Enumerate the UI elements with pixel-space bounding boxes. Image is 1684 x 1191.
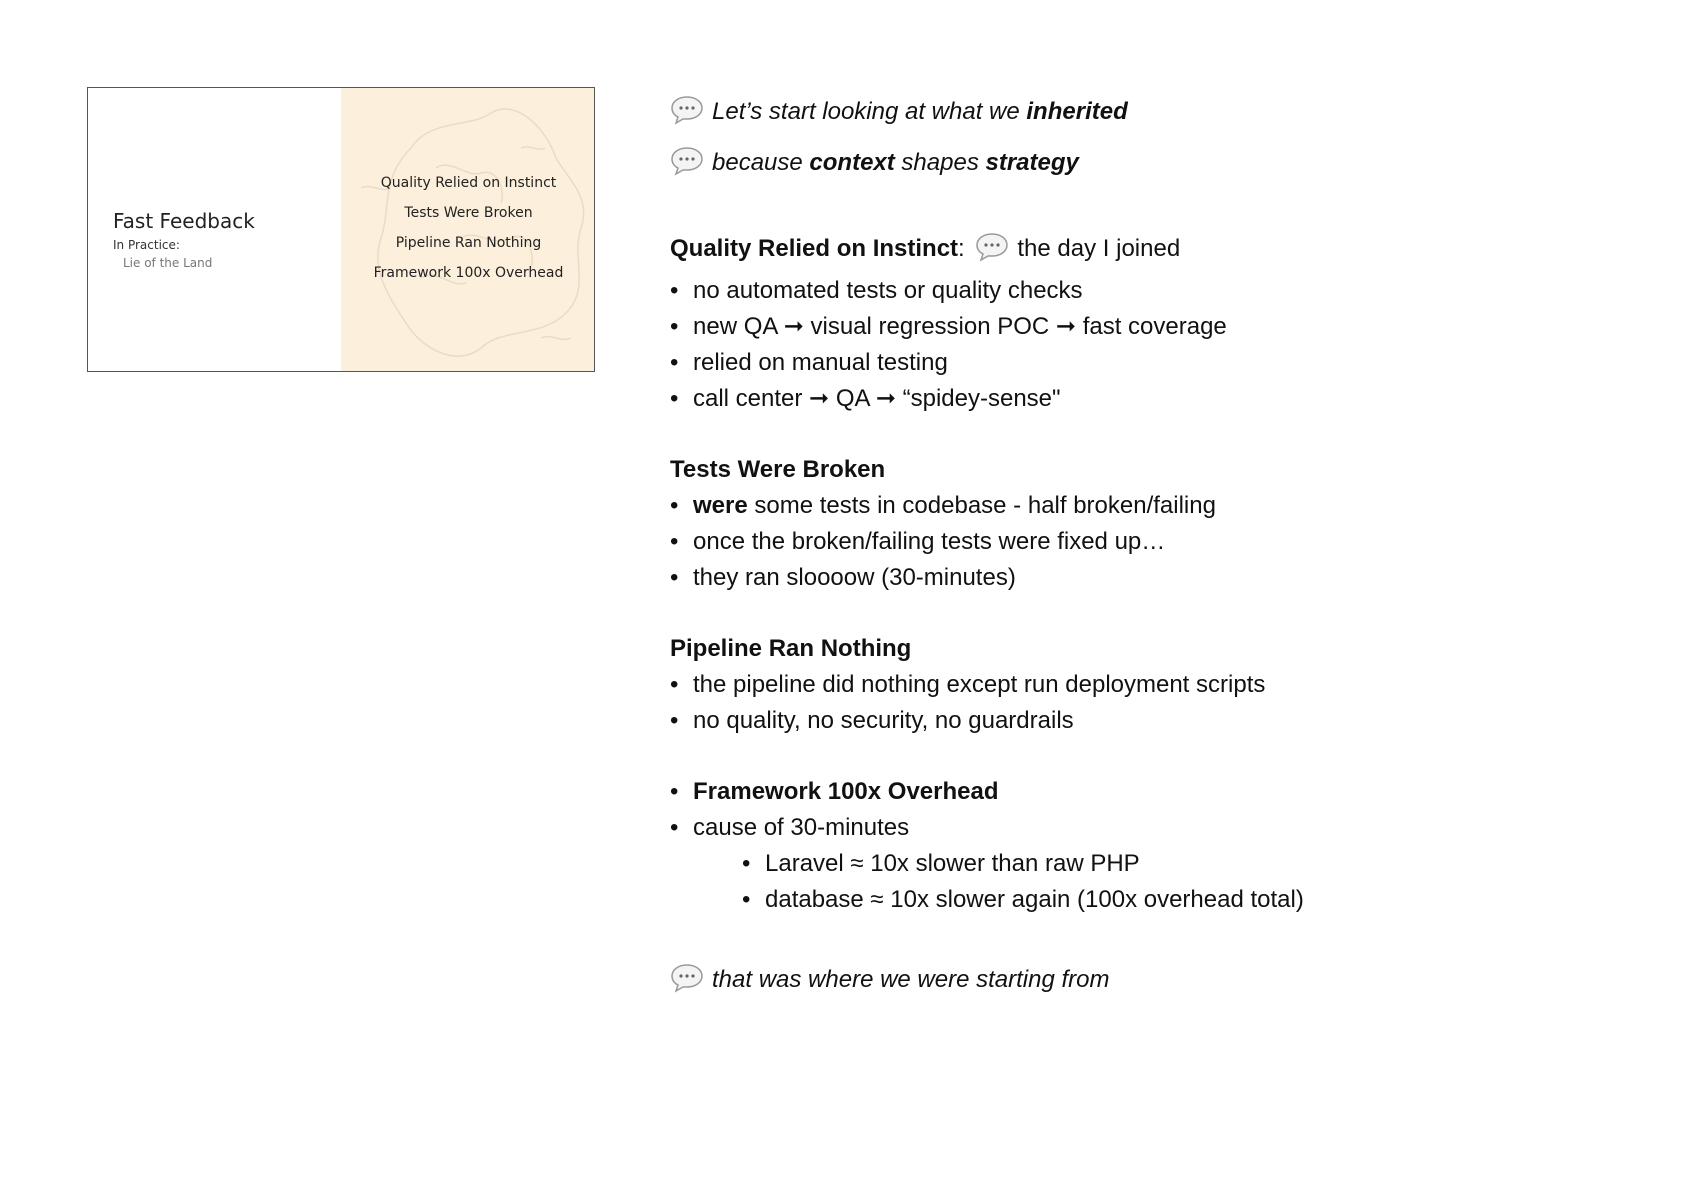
bullet: • [670, 778, 679, 805]
section-title: Framework 100x Overhead [693, 778, 999, 805]
slide-agenda-item: Pipeline Ran Nothing [395, 235, 542, 251]
bullet: • [670, 814, 679, 841]
slide-agenda-item: Framework 100x Overhead [373, 265, 564, 281]
list-item [670, 348, 948, 378]
bullet: • [670, 492, 679, 519]
bullet: • [670, 385, 679, 412]
speech-bubble-icon [670, 95, 704, 125]
list-item [670, 563, 1016, 593]
list-item [670, 312, 1227, 342]
intro-text: because [712, 149, 810, 176]
slide-thumbnail [87, 87, 595, 372]
slide-subtitle-section: Lie of the Land [123, 256, 213, 270]
list-item-text: database ≈ 10x slower again (100x overhead total) [765, 886, 1304, 913]
colon: : [958, 235, 965, 262]
slide-agenda-panel [341, 88, 595, 371]
intro-line-1 [670, 95, 1128, 127]
bullet: • [742, 886, 751, 913]
slide-agenda-list [341, 173, 595, 293]
bullet: • [670, 671, 679, 698]
intro-emphasis: strategy [985, 149, 1079, 176]
list-item-text: they ran sloooow (30-minutes) [693, 564, 1016, 591]
section-title: Quality Relied on Instinct [670, 235, 959, 262]
outro-line [670, 963, 1110, 995]
list-item-text: no automated tests or quality checks [693, 277, 1083, 304]
intro-emphasis: inherited [1026, 98, 1128, 125]
intro-emphasis: context [809, 149, 895, 176]
list-item [670, 670, 1265, 700]
sub-list-item [742, 849, 1140, 879]
section-comment: the day I joined [1017, 235, 1181, 262]
list-item-text: relied on manual testing [693, 349, 948, 376]
section-tests-heading: Tests Were Broken [670, 456, 886, 483]
list-item [670, 491, 1216, 521]
list-item-text: once the broken/failing tests were fixed up… [693, 528, 1166, 555]
intro-text: shapes [894, 149, 986, 176]
slide-title-panel [88, 88, 342, 371]
bullet: • [670, 313, 679, 340]
slide-agenda-item: Quality Relied on Instinct [380, 175, 557, 191]
slide-title: Fast Feedback [113, 209, 255, 233]
intro-text: Let’s start looking at what we [712, 98, 1027, 125]
sub-list-item [742, 885, 1304, 915]
bullet: • [670, 277, 679, 304]
outro-text: that was where we were starting from [712, 966, 1110, 993]
list-item-text: new QA ➞ visual regression POC ➞ fast coverage [693, 313, 1227, 340]
list-item-text: the pipeline did nothing except run deployment scripts [693, 671, 1266, 698]
intro-line-2 [670, 146, 1079, 178]
list-item-text: cause of 30-minutes [693, 814, 910, 841]
slide-subtitle: In Practice: [113, 238, 180, 252]
bullet: • [670, 707, 679, 734]
list-item-emphasis: were [693, 492, 748, 519]
list-item-text: some tests in codebase - half broken/failing [747, 492, 1216, 519]
list-item [670, 813, 909, 843]
bullet: • [670, 349, 679, 376]
list-item-text: no quality, no security, no guardrails [693, 707, 1074, 734]
bullet: • [670, 564, 679, 591]
list-item [670, 527, 1165, 557]
speech-bubble-icon [670, 963, 704, 993]
list-item-text: Laravel ≈ 10x slower than raw PHP [765, 850, 1140, 877]
list-item [670, 276, 1083, 306]
bullet: • [742, 850, 751, 877]
speech-bubble-icon [670, 146, 704, 176]
list-item [670, 384, 1061, 414]
section-pipeline-heading: Pipeline Ran Nothing [670, 635, 912, 662]
section-quality-heading [670, 232, 1180, 264]
speech-bubble-icon [975, 232, 1009, 262]
bullet: • [670, 528, 679, 555]
slide-agenda-item: Tests Were Broken [404, 205, 533, 221]
list-item [670, 706, 1074, 736]
section-framework-heading [670, 777, 999, 807]
list-item-text: call center ➞ QA ➞ “spidey-sense" [693, 385, 1061, 412]
